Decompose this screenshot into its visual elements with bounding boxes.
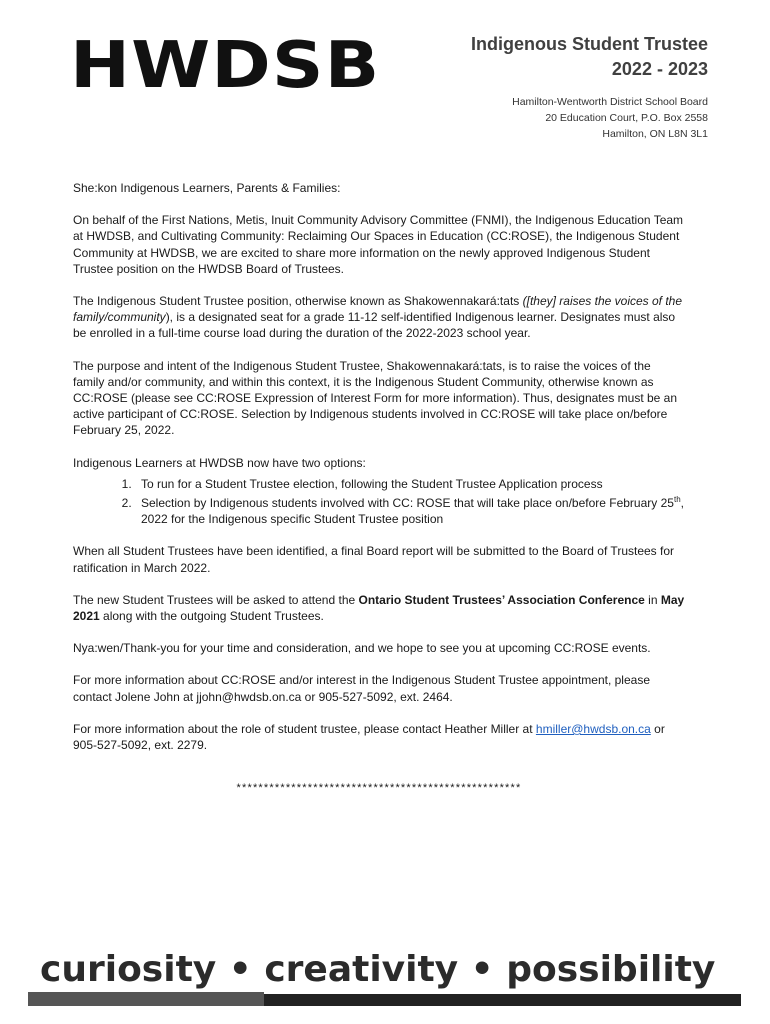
letter-body <box>73 180 685 796</box>
board-address <box>471 94 708 142</box>
paragraph-position <box>73 293 685 342</box>
text-run: The Indigenous Student Trustee position, otherwise known as Shakowennakará:tats <box>73 294 523 309</box>
address-line: Hamilton-Wentworth District School Board <box>512 96 708 108</box>
paragraph-options-intro: Indigenous Learners at HWDSB now have two options: <box>73 455 366 470</box>
paragraph-thanks: Nya:wen/Thank-you for your time and consideration, and we hope to see you at upcoming CC:ROSE events. <box>73 641 651 656</box>
letter-header <box>471 32 708 142</box>
superscript: th <box>673 495 681 505</box>
bold-date: May 2021 <box>73 592 685 624</box>
text-run: ), is a designated seat for a grade 11-12 self-identified Indigenous learner. Designates must also be enrolled in a full-time course load during the duration of the 2022-2023 school year. <box>73 310 676 341</box>
paragraph-conference <box>73 592 685 624</box>
paragraph-intro: On behalf of the First Nations, Metis, Inuit Community Advisory Committee (FNMI), the Indigenous Education Team at HWDSB, and Cultivating Community: Reclaiming Our Spaces in Education (CC:ROSE), the Indigenous Student Community at HWDSB, we are excited to share more information on the newly approved Indigenous Student Trustee position on the HWDSB Board of Trustees. <box>73 213 684 276</box>
text-run: For more information about the role of student trustee, please contact Heather Miller at <box>73 721 536 736</box>
italic-translation: ([they] raises the voices of the family/community <box>73 294 683 325</box>
option-item: 1. To run for a Student Trustee election, following the Student Trustee Application process <box>135 476 685 492</box>
address-line: Hamilton, ON L8N 3L1 <box>602 128 708 140</box>
option-item <box>135 492 685 527</box>
paragraph-contact-ccrose: For more information about CC:ROSE and/or interest in the Indigenous Student Trustee appointment, please contact Jolene John at jjohn@hwdsb.on.ca or 905-527-5092, ext. 2464. <box>73 673 650 704</box>
options-list <box>73 476 685 528</box>
text-run: Selection by Indigenous students involved with CC: ROSE that will take place on/before February 25 <box>141 496 674 511</box>
paragraph-contact-trustee <box>73 721 685 753</box>
paragraph-purpose: The purpose and intent of the Indigenous Student Trustee, Shakowennakará:tats, is to raise the voices of the family and/or community, and within this context, it is the Indigenous Student Community, otherwise known as CC:ROSE (please see CC:ROSE Expression of Interest Form for more information). Thus, designates must be an active participant of CC:ROSE. Selection by Indigenous students involved in CC:ROSE will take place on/before February 25, 2022. <box>73 358 678 438</box>
text-run: or 905-527-5092, ext. 2279. <box>73 721 665 753</box>
text-run: along with the outgoing Student Trustees. <box>99 609 324 624</box>
email-link[interactable]: hmiller@hwdsb.on.ca <box>535 721 651 736</box>
bold-conference-name: Ontario Student Trustees’ Association Conference <box>358 592 645 607</box>
text-run: The new Student Trustees will be asked to attend the <box>73 592 359 607</box>
text-run: in <box>644 592 661 607</box>
salutation: She:kon Indigenous Learners, Parents & Families: <box>73 181 341 195</box>
document-title: Indigenous Student Trustee <box>470 34 708 54</box>
address-line: 20 Education Court, P.O. Box 2558 <box>545 112 708 124</box>
hwdsb-logo: HWDSB <box>70 29 381 103</box>
document-years: 2022 - 2023 <box>611 59 708 79</box>
paragraph-ratification: When all Student Trustees have been identified, a final Board report will be submitted to the Board of Trustees for ratification in March 2022. <box>73 544 675 575</box>
asterisk-divider: **************************************************** <box>236 782 522 795</box>
text-run: , 2022 for the Indigenous specific Student Trustee position <box>141 496 684 527</box>
footer-bar-dark <box>264 994 741 1006</box>
footer-bar-light <box>28 992 264 1006</box>
footer-tagline: curiosity • creativity • possibility <box>40 949 716 990</box>
